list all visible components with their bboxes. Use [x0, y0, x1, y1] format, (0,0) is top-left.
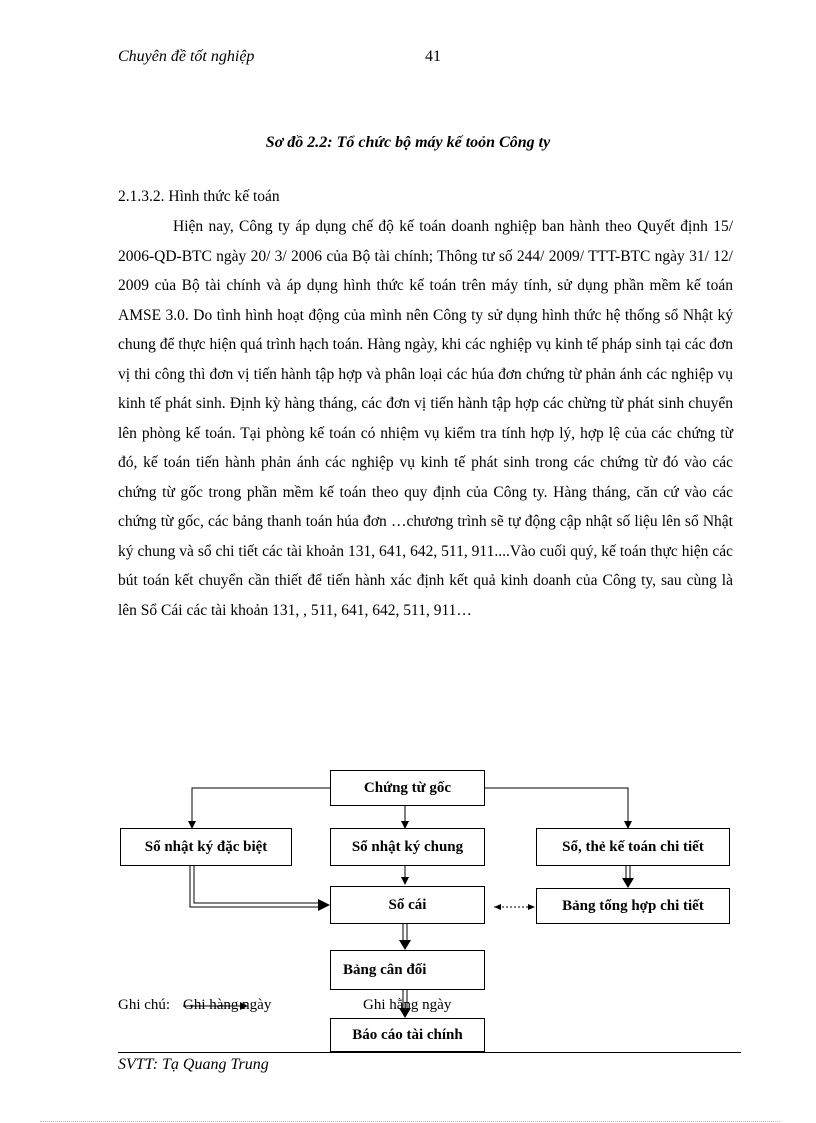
- node-chung-tu-goc: Chứng từ gốc: [330, 770, 485, 806]
- node-bang-tong-hop: Bảng tổng hợp chi tiết: [536, 888, 730, 924]
- section-heading: 2.1.3.2. Hình thức kế toán: [118, 188, 280, 205]
- arrow-reconcile-right: [528, 904, 535, 910]
- legend-label: Ghi chú:: [118, 997, 171, 1013]
- footer-rule: [118, 1052, 741, 1053]
- node-bang-can-doi: Bảng cân đối: [330, 950, 485, 990]
- node-so-cai: Sổ cái: [330, 886, 485, 924]
- node-so-nhat-ky-dac-biet: Sổ nhật ký đặc biệt: [120, 828, 292, 866]
- page-number: 41: [425, 48, 441, 65]
- arrow-into-candoi: [399, 940, 411, 950]
- arrow-into-tonghop: [622, 878, 634, 888]
- connector-nkdb-socai-a: [190, 866, 320, 907]
- diagram-caption: Sơ đồ 2.2: Tổ chức bộ máy kế toỏn Công ty: [265, 134, 551, 151]
- node-so-the-chi-tiet: Sổ, thẻ kế toán chi tiết: [536, 828, 730, 866]
- arrow-into-socai: [318, 899, 330, 911]
- node-so-nhat-ky-chung: Sổ nhật ký chung: [330, 828, 485, 866]
- connector-nkdb-socai-b: [194, 866, 320, 903]
- connector-top-right: [485, 788, 628, 828]
- footer-author: SVTT: Tạ Quang Trung: [118, 1056, 269, 1073]
- connector-top-left: [192, 788, 330, 828]
- node-bao-cao-tai-chinh: Báo cáo tài chính: [330, 1018, 485, 1052]
- header-title: Chuyên đề tốt nghiệp: [118, 48, 255, 65]
- legend-item-daily: Ghi hàng ngày: [183, 997, 272, 1013]
- arrow-reconcile-left: [494, 904, 501, 910]
- legend-item-daily-2: Ghi hằng ngày: [363, 997, 452, 1013]
- page-edge-dots: [40, 1121, 780, 1122]
- paragraph: Hiện nay, Công ty áp dụng chế độ kế toán doanh nghiệp ban hành theo Quyết định 15/ 2006-QD-BTC ngày 20/ 3/ 2006 của Bộ tài chính; Thông tư số 244/ 2009/ TTT-BTC ngày 31/ 12/ 2009 của Bộ tài chính và áp dụng hình thức kế toán trên máy tính, sử dụng phần mềm kế toán AMSE 3.0. Do tình hình hoạt động của mình nên Công ty sử dụng hình thức hệ thống sổ Nhật ký chung để thực hiện quá trình hạch toán. Hàng ngày, khi các nghiệp vụ kinh tế pháp sinh tại các đơn vị thi công thì đơn vị tiến hành tập hợp và phân loại các húa đơn chứng từ phản ánh các nghiệp vụ kinh tế phát sinh. Định kỳ hàng tháng, các đơn vị tiến hành tập hợp các chừng từ phát sinh chuyển lên phòng kế toán. Tại phòng kế toán có nhiệm vụ kiểm tra tính hợp lý, hợp lệ của các chứng từ đó, kế toán tiến hành phản ánh các nghiệp vụ kinh tế phát sinh trong các chứng từ đó vào các chứng từ gốc trong phần mềm kế toán theo quy định của Công ty. Hàng tháng, căn cứ vào các chứng từ gốc, các bảng thanh toán húa đơn …chương trình sẽ tự động cập nhật số liệu lên sổ Nhật ký chung và sổ chi tiết các tài khoản 131, 641, 642, 511, 911....Vào cuối quý, kế toán thực hiện các bút toán kết chuyển cần thiết để tiến hành xác định kết quả kinh doanh của Công ty, sau cùng là lên Sổ Cái các tài khoản 131, , 511, 641, 642, 511, 911…: [118, 218, 733, 619]
